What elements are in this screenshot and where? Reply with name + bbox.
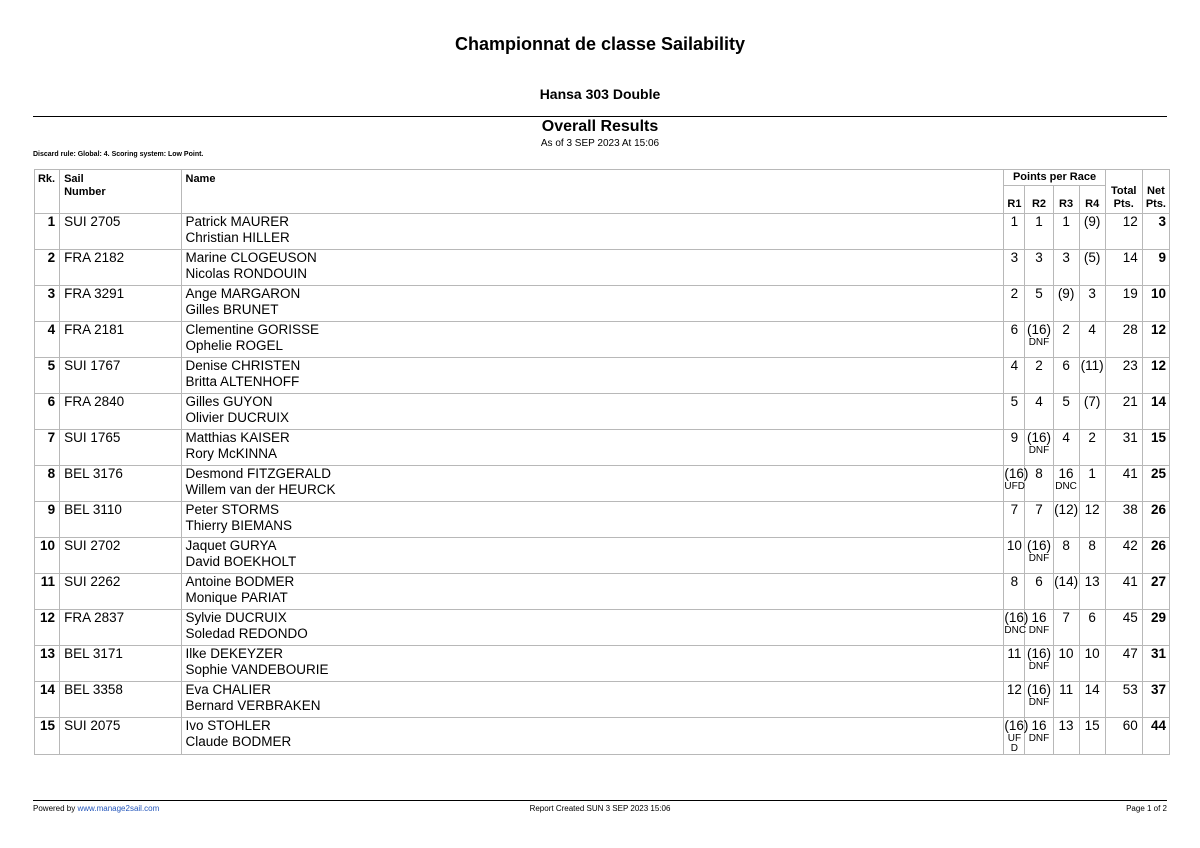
result-row [35,682,1170,718]
class-subtitle: Hansa 303 Double [539,86,661,102]
race-r2-cell [1025,466,1053,502]
total-points-cell: 21 [1105,394,1142,430]
result-row [35,358,1170,394]
race-points: 16 [1031,610,1047,625]
race-points: 2 [1088,430,1096,445]
race-points: 4 [1035,394,1043,409]
result-row [35,646,1170,682]
helm-name: Sylvie DUCRUIX [185,610,287,625]
race-points: 1 [1035,214,1043,229]
crew-name: Rory McKINNA [185,446,278,461]
race-points: 3 [1010,250,1019,265]
race-r4-cell [1079,322,1105,358]
col-rank-header: Rk. [35,170,60,214]
penalty-code: UF D [1007,733,1022,754]
penalty-code: DNF [1028,697,1050,708]
total-points-cell: 41 [1105,574,1142,610]
race-points: 1 [1088,466,1096,481]
report-created: Report Created SUN 3 SEP 2023 15:06 [529,804,671,813]
race-r2-cell [1025,322,1053,358]
header-divider [33,116,1167,117]
total-points-cell: 12 [1105,214,1142,250]
race-r3-cell [1053,646,1079,682]
crew-names-cell [181,394,1004,430]
crew-name: Nicolas RONDOUIN [185,266,308,281]
race-points: 15 [1084,718,1100,733]
race-r4-cell [1079,466,1105,502]
race-points: 10 [1058,646,1074,661]
rank-cell: 6 [35,394,60,430]
race-points: (5) [1083,250,1101,265]
col-net-header [1142,170,1169,214]
penalty-code: DNF [1028,733,1050,744]
race-r2-cell [1025,682,1053,718]
rank-cell: 10 [35,538,60,574]
result-row [35,250,1170,286]
race-r1-cell [1004,538,1025,574]
race-r2-cell [1025,718,1053,755]
race-points: 13 [1084,574,1100,589]
result-row [35,322,1170,358]
result-row [35,466,1170,502]
rank-cell: 12 [35,610,60,646]
powered-by-label: Powered by [33,804,78,813]
sail-number-cell: FRA 2181 [60,322,181,358]
race-points: 1 [1010,214,1019,229]
net-points-cell: 10 [1142,286,1169,322]
col-r1-header: R1 [1004,186,1025,214]
sail-number-cell: SUI 1765 [60,430,181,466]
col-total-header-line1: Total [1111,185,1137,197]
race-points: 5 [1035,286,1043,301]
race-r4-cell [1079,286,1105,322]
sail-number-cell: BEL 3358 [60,682,181,718]
race-points: 9 [1010,430,1019,445]
helm-name: Patrick MAURER [185,214,290,229]
race-points: (9) [1057,286,1075,301]
race-r2-cell [1025,646,1053,682]
race-points: 1 [1062,214,1070,229]
result-row [35,430,1170,466]
col-r2-header: R2 [1025,186,1053,214]
race-points: 5 [1010,394,1019,409]
race-points: (16) [1004,718,1029,733]
race-r1-cell [1004,502,1025,538]
race-r1-cell [1004,286,1025,322]
net-points-cell: 14 [1142,394,1169,430]
race-r3-cell [1053,502,1079,538]
race-points: 6 [1010,322,1019,337]
race-points: 6 [1035,574,1043,589]
race-r1-cell [1004,646,1025,682]
total-points-cell: 28 [1105,322,1142,358]
sail-number-cell: BEL 3176 [60,466,181,502]
race-points: 6 [1088,610,1096,625]
race-points: 2 [1035,358,1043,373]
race-r2-cell [1025,574,1053,610]
footer-divider [33,800,1167,801]
sail-number-cell: FRA 2840 [60,394,181,430]
race-r4-cell [1079,610,1105,646]
helm-name: Matthias KAISER [185,430,290,445]
penalty-code: UFD [1004,481,1025,492]
sail-number-cell: SUI 1767 [60,358,181,394]
net-points-cell: 9 [1142,250,1169,286]
sail-number-cell: SUI 2705 [60,214,181,250]
race-points: 4 [1088,322,1096,337]
race-points: 2 [1010,286,1019,301]
sail-number-cell: FRA 2837 [60,610,181,646]
total-points-cell: 19 [1105,286,1142,322]
race-r3-cell [1053,574,1079,610]
race-points: 7 [1062,610,1070,625]
crew-name: Willem van der HEURCK [185,482,336,497]
race-points: (7) [1083,394,1101,409]
race-r1-cell [1004,682,1025,718]
race-r2-cell [1025,394,1053,430]
race-points: (16) [1026,430,1051,445]
race-r4-cell [1079,574,1105,610]
race-r4-cell [1079,502,1105,538]
race-r1-cell [1004,430,1025,466]
race-points: 11 [1007,646,1022,661]
crew-names-cell [181,682,1004,718]
rank-cell: 11 [35,574,60,610]
race-r1-cell [1004,250,1025,286]
race-points: 3 [1062,250,1070,265]
rank-cell: 13 [35,646,60,682]
result-row [35,718,1170,755]
race-points: 8 [1062,538,1070,553]
race-points: 5 [1062,394,1070,409]
race-r1-cell [1004,466,1029,502]
crew-name: Gilles BRUNET [185,302,279,317]
document-title: Championnat de classe Sailability [454,34,746,54]
result-row [35,394,1170,430]
crew-name: Monique PARIAT [185,590,288,605]
race-r3-cell [1053,682,1079,718]
race-r4-cell [1079,394,1105,430]
race-r3-cell [1053,718,1079,755]
rank-cell: 4 [35,322,60,358]
crew-names-cell [181,610,1004,646]
race-points: (16) [1004,610,1029,625]
crew-name: Olivier DUCRUIX [185,410,290,425]
race-points: 2 [1062,322,1070,337]
race-points: 8 [1010,574,1019,589]
net-points-cell: 12 [1142,322,1169,358]
sail-number-cell: FRA 2182 [60,250,181,286]
crew-name: Claude BODMER [185,734,292,749]
race-points: 12 [1006,682,1022,697]
crew-names-cell [181,574,1004,610]
race-points: 10 [1084,646,1100,661]
result-row [35,574,1170,610]
crew-names-cell [181,646,1004,682]
header-row-1 [35,170,1170,186]
sail-number-cell: BEL 3110 [60,502,181,538]
rank-cell: 1 [35,214,60,250]
race-r2-cell [1025,250,1053,286]
helm-name: Antoine BODMER [185,574,295,589]
crew-names-cell [181,250,1004,286]
net-points-cell: 12 [1142,358,1169,394]
helm-name: Jaquet GURYA [185,538,277,553]
race-r3-cell [1053,430,1079,466]
net-points-cell: 26 [1142,502,1169,538]
sail-number-cell: SUI 2262 [60,574,181,610]
net-points-cell: 3 [1142,214,1169,250]
rank-cell: 9 [35,502,60,538]
helm-name: Ivo STOHLER [185,718,271,733]
race-r3-cell [1053,610,1079,646]
points-per-race-header: Points per Race [1004,170,1105,186]
race-points: (16) [1026,538,1051,553]
race-r3-cell [1053,466,1079,502]
crew-name: Soledad REDONDO [185,626,308,641]
race-points: 3 [1035,250,1043,265]
crew-name: Ophelie ROGEL [185,338,284,353]
col-sail-header-line1: Sail [64,173,84,185]
race-r1-cell [1004,394,1025,430]
col-net-header-line2: Pts. [1145,198,1166,210]
col-r3-header: R3 [1053,186,1079,214]
race-r4-cell [1079,718,1105,755]
net-points-cell: 15 [1142,430,1169,466]
race-points: (16) [1026,646,1051,661]
race-points: 16 [1058,466,1074,481]
helm-name: Ange MARGARON [185,286,301,301]
race-points: (11) [1080,358,1104,373]
race-r2-cell [1025,358,1053,394]
helm-name: Desmond FITZGERALD [185,466,332,481]
total-points-cell: 42 [1105,538,1142,574]
manage2sail-link[interactable]: www.manage2sail.com [77,804,160,813]
race-points: 4 [1010,358,1019,373]
result-row [35,502,1170,538]
race-points: 13 [1058,718,1074,733]
crew-name: Thierry BIEMANS [185,518,293,533]
helm-name: Gilles GUYON [185,394,273,409]
page-number: Page 1 of 2 [1126,804,1167,813]
race-points: 10 [1006,538,1022,553]
penalty-code: DNC [1055,481,1077,492]
race-points: 3 [1088,286,1096,301]
crew-names-cell [181,538,1004,574]
penalty-code: DNC [1004,625,1027,636]
rank-cell: 14 [35,682,60,718]
results-table [34,169,1170,755]
total-points-cell: 45 [1105,610,1142,646]
race-r2-cell [1025,502,1053,538]
crew-name: Britta ALTENHOFF [185,374,300,389]
total-points-cell: 23 [1105,358,1142,394]
crew-name: Christian HILLER [185,230,290,245]
helm-name: Eva CHALIER [185,682,272,697]
race-points: 11 [1059,682,1074,697]
results-title: Overall Results [541,118,659,135]
net-points-cell: 25 [1142,466,1169,502]
race-r1-cell [1004,574,1025,610]
net-points-cell: 27 [1142,574,1169,610]
net-points-cell: 29 [1142,610,1169,646]
col-net-header-line1: Net [1147,185,1165,197]
penalty-code: DNF [1028,661,1050,672]
race-r3-cell [1053,214,1079,250]
race-r1-cell [1004,322,1025,358]
race-points: (16) [1026,322,1051,337]
race-points: (12) [1054,502,1079,517]
penalty-code: DNF [1028,625,1050,636]
col-name-header: Name [181,170,1004,214]
total-points-cell: 53 [1105,682,1142,718]
result-row [35,610,1170,646]
rank-cell: 2 [35,250,60,286]
rank-cell: 15 [35,718,60,755]
rank-cell: 7 [35,430,60,466]
net-points-cell: 26 [1142,538,1169,574]
race-r3-cell [1053,250,1079,286]
race-r3-cell [1053,322,1079,358]
race-points: (16) [1026,682,1051,697]
net-points-cell: 31 [1142,646,1169,682]
results-body [35,214,1170,755]
col-sail-header [60,170,181,214]
rank-cell: 5 [35,358,60,394]
crew-names-cell [181,322,1004,358]
race-r4-cell [1079,358,1105,394]
race-r2-cell [1025,430,1053,466]
result-row [35,214,1170,250]
race-r2-cell [1025,214,1053,250]
race-points: 8 [1035,466,1043,481]
race-points: 7 [1035,502,1043,517]
race-r3-cell [1053,538,1079,574]
col-total-header [1105,170,1142,214]
col-sail-header-line2: Number [64,186,106,198]
penalty-code: DNF [1028,445,1050,456]
race-points: 12 [1084,502,1100,517]
race-r4-cell [1079,682,1105,718]
total-points-cell: 60 [1105,718,1142,755]
crew-names-cell [181,466,1004,502]
race-r1-cell [1004,358,1025,394]
race-r2-cell [1025,538,1053,574]
race-r4-cell [1079,250,1105,286]
race-points: (9) [1083,214,1101,229]
as-of-timestamp: As of 3 SEP 2023 At 15:06 [540,138,660,149]
crew-names-cell [181,718,1004,755]
helm-name: Denise CHRISTEN [185,358,301,373]
sail-number-cell: BEL 3171 [60,646,181,682]
race-points: (16) [1004,466,1029,481]
race-points: 8 [1088,538,1096,553]
crew-names-cell [181,430,1004,466]
race-r2-cell [1025,610,1053,646]
discard-rule-note: Discard rule: Global: 4. Scoring system: Low Point. [33,151,204,158]
col-total-header-line2: Pts. [1113,198,1134,210]
race-points: 16 [1031,718,1047,733]
race-points: 6 [1062,358,1070,373]
total-points-cell: 41 [1105,466,1142,502]
sail-number-cell: SUI 2702 [60,538,181,574]
race-r3-cell [1053,358,1079,394]
crew-name: David BOEKHOLT [185,554,297,569]
total-points-cell: 14 [1105,250,1142,286]
race-r1-cell [1004,718,1029,755]
crew-names-cell [181,502,1004,538]
race-points: 4 [1062,430,1070,445]
race-points: 14 [1084,682,1100,697]
sail-number-cell: FRA 3291 [60,286,181,322]
col-r4-header: R4 [1079,186,1105,214]
net-points-cell: 37 [1142,682,1169,718]
total-points-cell: 31 [1105,430,1142,466]
total-points-cell: 47 [1105,646,1142,682]
race-r4-cell [1079,430,1105,466]
rank-cell: 3 [35,286,60,322]
helm-name: Clementine GORISSE [185,322,320,337]
crew-names-cell [181,286,1004,322]
penalty-code: DNF [1028,553,1050,564]
crew-names-cell [181,358,1004,394]
race-r2-cell [1025,286,1053,322]
sail-number-cell: SUI 2075 [60,718,181,755]
race-points: (14) [1054,574,1079,589]
race-r3-cell [1053,286,1079,322]
race-points: 7 [1010,502,1019,517]
net-points-cell: 44 [1142,718,1169,755]
result-row [35,538,1170,574]
race-r4-cell [1079,214,1105,250]
crew-name: Bernard VERBRAKEN [185,698,321,713]
crew-names-cell [181,214,1004,250]
race-r1-cell [1004,214,1025,250]
race-r4-cell [1079,646,1105,682]
race-r1-cell [1004,610,1029,646]
crew-name: Sophie VANDEBOURIE [185,662,329,677]
result-row [35,286,1170,322]
race-r3-cell [1053,394,1079,430]
race-r4-cell [1079,538,1105,574]
penalty-code: DNF [1028,337,1050,348]
helm-name: Peter STORMS [185,502,280,517]
helm-name: Marine CLOGEUSON [185,250,317,265]
helm-name: Ilke DEKEYZER [185,646,284,661]
total-points-cell: 38 [1105,502,1142,538]
rank-cell: 8 [35,466,60,502]
